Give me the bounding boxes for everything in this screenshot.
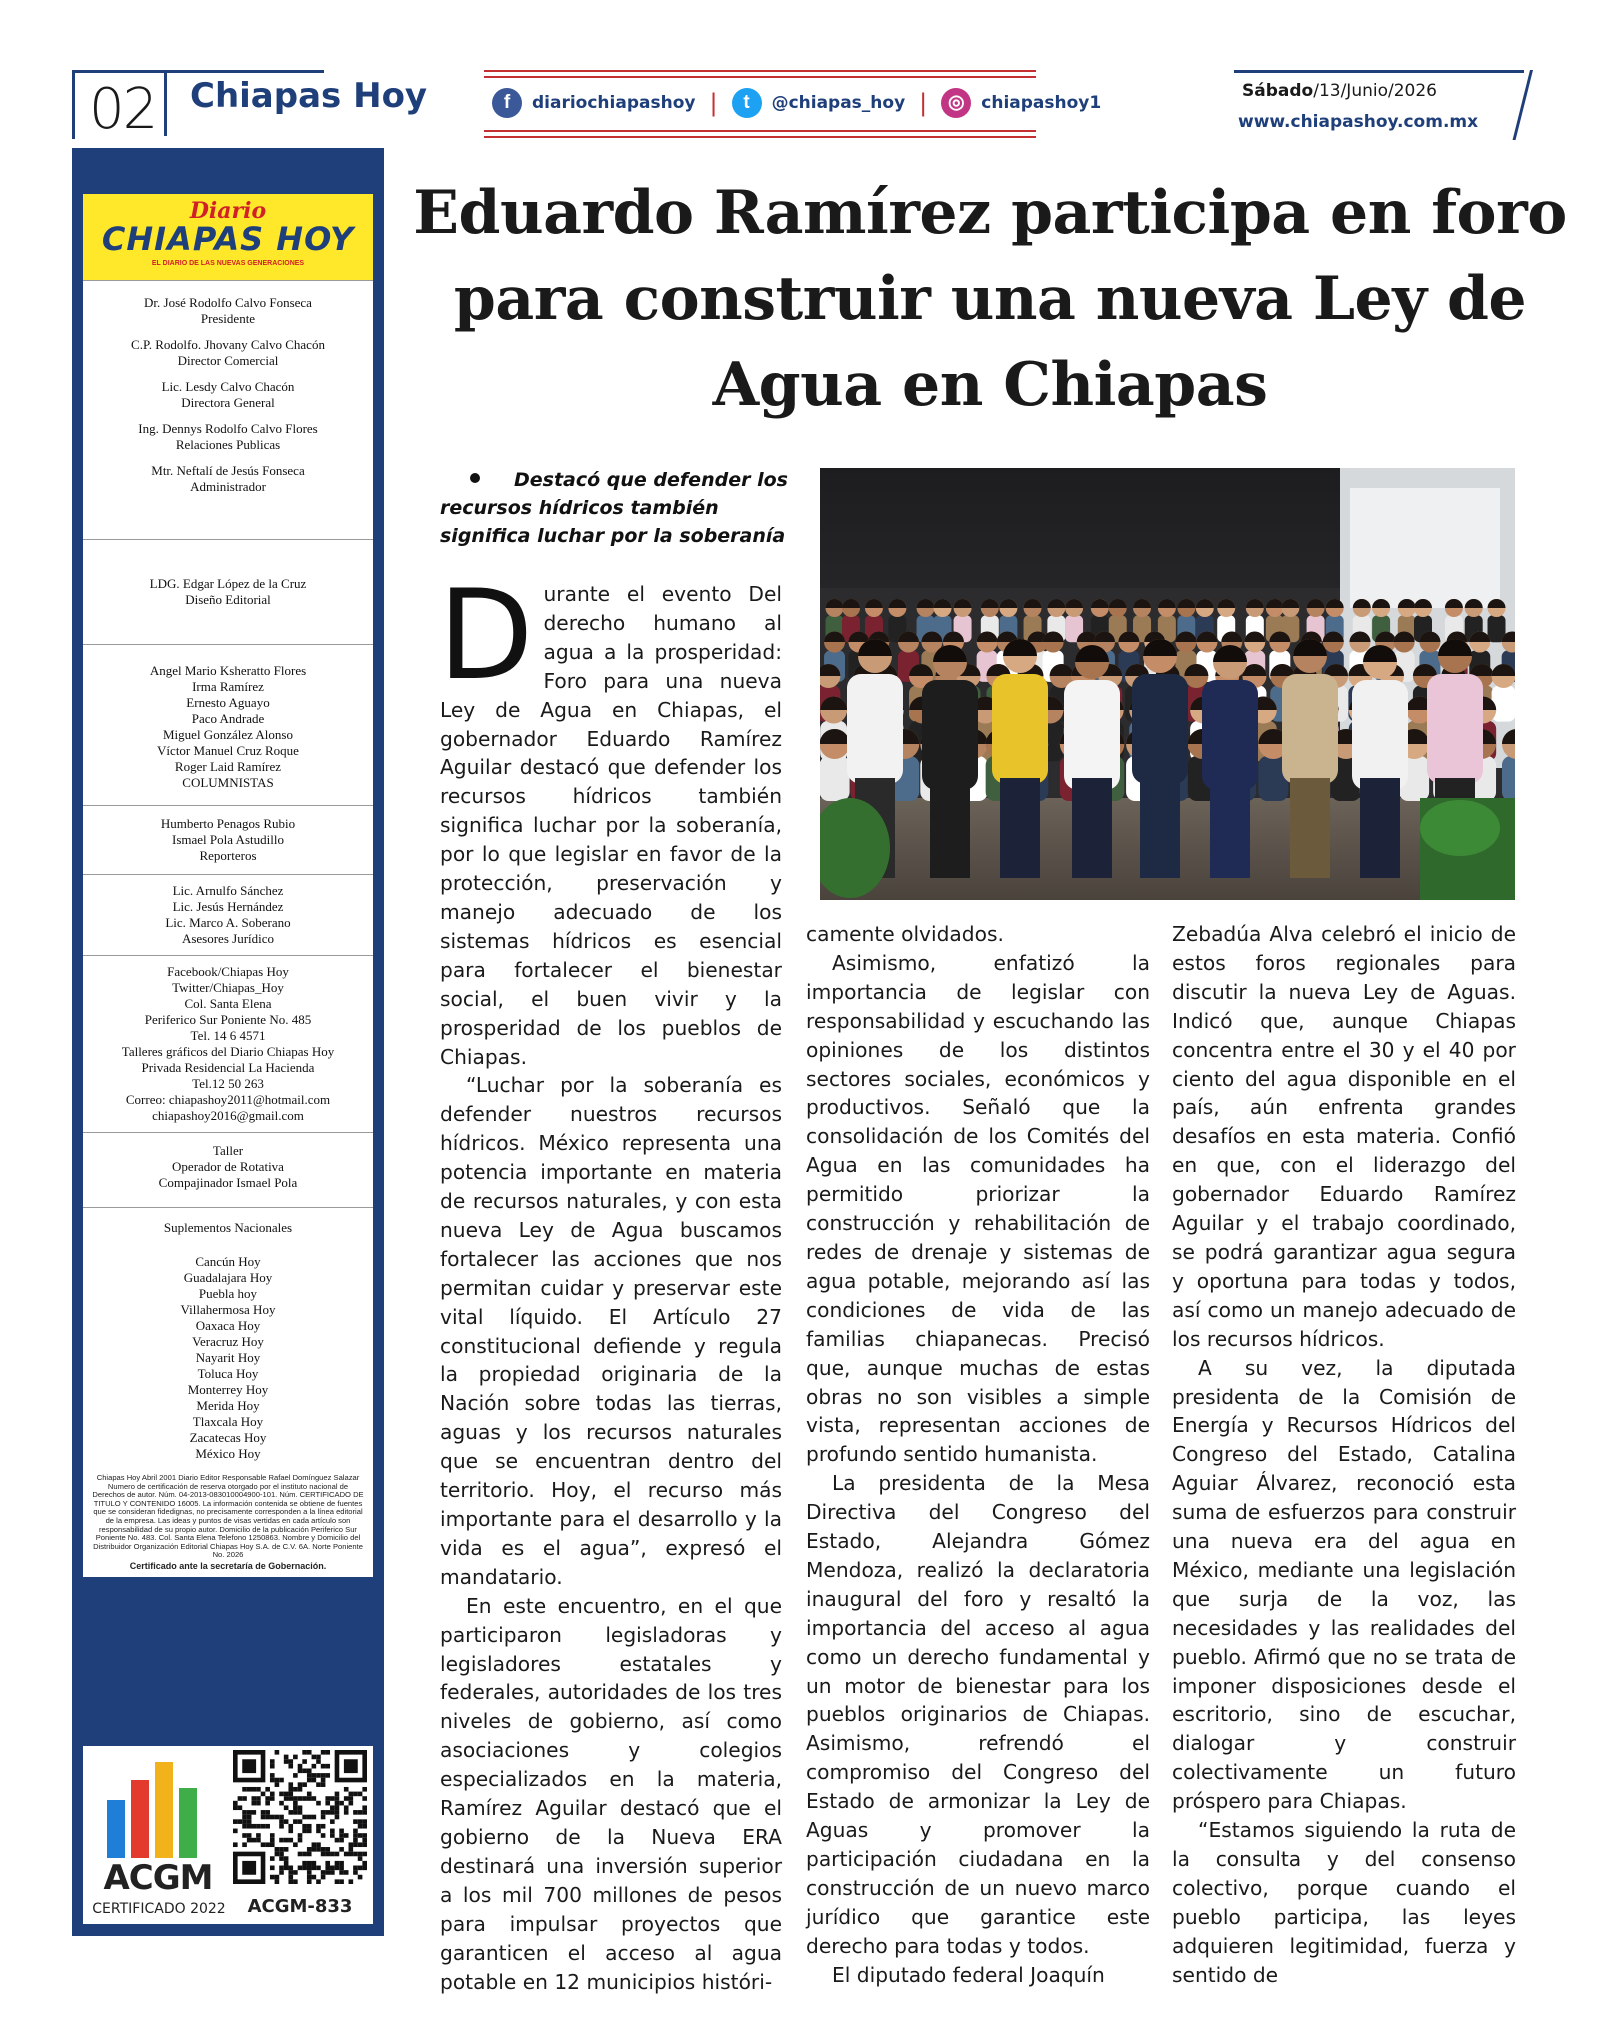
reporters-item: Reporteros [199, 848, 257, 863]
social-links-bar [484, 70, 1102, 138]
columnists-item: Irma Ramírez [192, 679, 264, 694]
social-divider: | [709, 89, 718, 117]
acgm-logo [105, 1760, 203, 1860]
staff-entry: Mtr. Neftalí de Jesús Fonseca Administrador [151, 463, 305, 494]
article-column-2 [806, 920, 1150, 1990]
workshop-item: Taller [212, 1143, 244, 1158]
contact-item: Tel.12 50 263 [192, 1076, 264, 1091]
supplements-item: Veracruz Hoy [192, 1334, 264, 1349]
supplements-item: Puebla hoy [198, 1286, 258, 1301]
social-divider: | [919, 89, 928, 117]
article-paragraph: urante el evento Del derecho humano al agua a la prosperidad: Foro para una nueva Ley de Agua en Chiapas, el gobernador Eduardo Ramírez Aguilar destacó que defender los recursos hídricos también significa luchar por la soberanía, por lo que legislar en favor de la protección, preservación y manejo adecuado de los sistemas hídricos es esencial para fortalecer el bienestar social, el buen vivir y la prosperidad de los pueblos de Chiapas. [440, 582, 782, 1069]
columnists-item: Roger Laid Ramírez [174, 759, 282, 774]
columnists-item: Angel Mario Ksheratto Flores [149, 663, 307, 678]
logo-tagline: EL DIARIO DE LAS NUEVAS GENERACIONES [151, 260, 305, 267]
supplements-item: Guadalajara Hoy [183, 1270, 273, 1285]
article-paragraph: A su vez, la diputada presidenta de la Comisión de Energía y Recursos Hídricos del Congreso del Estado, Catalina Aguiar Álvarez, reconoció esta suma de esfuerzos para construir una nueva era del agua en México, mediante una legislación que surja de la voz, las necesidades y las realidades del pueblo. Afirmó que no se trata de imponer disposiciones desde el escritorio, sino de escuchar, dialogar y construir colectivamente un futuro próspero para Chiapas. [1172, 1355, 1516, 1814]
contact-item: Privada Residencial La Hacienda [141, 1060, 315, 1075]
qr-code-label: ACGM-833 [247, 1896, 353, 1917]
reporters-item: Humberto Penagos Rubio [160, 816, 296, 831]
supplements-item: Villahermosa Hoy [180, 1302, 276, 1317]
logo-diario: Diario [189, 198, 267, 224]
workshop-item: Compajinador Ismael Pola [158, 1175, 298, 1190]
social-handle[interactable]: chiapashoy1 [981, 93, 1102, 113]
columnists-item: Víctor Manuel Cruz Roque [157, 743, 299, 758]
article-paragraph: El diputado federal Joaquín [832, 1962, 1105, 1987]
instagram-icon[interactable]: ◎ [941, 88, 971, 118]
contact-item: Tel. 14 6 4571 [190, 1028, 266, 1043]
article-paragraph: “Luchar por la soberanía es defender nuestros recursos hídricos. México representa una potencia importante en materia de recursos naturales, y con esta nueva Ley de Agua buscamos fortalecer las acciones que nos permitan cuidar y preservar este vital líquido. El Artículo 27 constitucional defiende y regula la propiedad originaria de la Nación sobre todas las tierras, aguas y los recursos naturales que se encuentran dentro del territorio. Hoy, el recurso más importante para el desarrollo y la vida es el agua”, expresó el mandatario. [440, 1073, 782, 1589]
acgm-label: ACGM [103, 1858, 213, 1898]
website-link[interactable]: www.chiapashoy.com.mx [1238, 112, 1479, 132]
staff-reporters [83, 806, 373, 875]
facebook-icon[interactable]: f [492, 88, 522, 118]
article-paragraph: La presidenta de la Mesa Directiva del Congreso del Estado, Alejandra Gómez Mendoza, realizó la declaratoria inaugural del foro y resaltó la importancia del acceso al agua como un derecho fundamental y un motor de bienestar para los pueblos originarios de Chiapas. Asimismo, refrendó el compromiso del Congreso del Estado de armonizar la Ley de Aguas y promover la participación ciudadana en la construcción de un nuevo marco jurídico que garantice este derecho para todas y todos. [806, 1471, 1150, 1958]
section-rule [164, 70, 324, 73]
staff-contact [83, 956, 373, 1133]
reporters-item: Ismael Pola Astudillo [172, 832, 284, 847]
supplements-list: Suplementos Nacionales Cancún Hoy Guadalajara Hoy Puebla hoy Villahermosa Hoy Oaxaca Hoy Veracruz Hoy Nayarit Hoy Toluca Hoy Monterrey Hoy Merida Hoy Tlaxcala Hoy Zacatecas Hoy México Hoy [83, 1208, 373, 1468]
supplements-item: Cancún Hoy [195, 1254, 261, 1269]
section-title: Chiapas Hoy [190, 76, 428, 116]
newspaper-logo [83, 194, 373, 281]
dropcap: D [438, 564, 534, 708]
supplements-item: Monterrey Hoy [187, 1382, 269, 1397]
staff-columnists [83, 645, 373, 806]
contact-item: Twitter/Chiapas_Hoy [172, 980, 284, 995]
article-paragraph: En este encuentro, en el que participaron legisladoras y legisladores estatales y federales, autoridades de los tres niveles de gobierno, así como asociaciones y colegios especializados en la materia, Ramírez Aguilar destacó que el gobierno de la Nueva ERA destinará una inversión superior a los mil 700 millones de pesos para impulsar proyectos que garanticen el acceso al agua potable en 12 municipios históri- [440, 1593, 782, 1994]
staff-entry: Dr. José Rodolfo Calvo Fonseca Presidente [144, 295, 312, 326]
acgm-cert-year: CERTIFICADO 2022 [92, 1901, 226, 1917]
social-handle[interactable]: @chiapas_hoy [771, 93, 906, 113]
legal-advisors-item: Lic. Marco A. Soberano [165, 915, 291, 930]
staff-directors [83, 281, 373, 540]
staff-design: LDG. Edgar López de la Cruz Diseño Editorial [83, 540, 373, 645]
article-paragraph: Zebadúa Alva celebró el inicio de estos foros regionales para discutir la nueva Ley de Aguas. Indicó que, aunque Chiapas concentra entre el 30 y el 40 por ciento del agua disponible en el país, aún enfrenta grandes desafíos en esta materia. Confió en que, con el liderazgo del gobernador Eduardo Ramírez Aguilar y el trabajo coordinado, se podrá garantizar agua segura y oportuna para todas y todos, así como un manejo adecuado de los recursos hídricos. [1172, 922, 1516, 1351]
columnists-item: Miguel González Alonso [163, 727, 293, 742]
staff-workshop [83, 1133, 373, 1208]
bullet-icon [470, 473, 480, 483]
article-column-3 [1172, 920, 1516, 1990]
contact-item: chiapashoy2016@gmail.com [152, 1108, 304, 1123]
columnists-item: COLUMNISTAS [182, 775, 274, 790]
supplements-item: México Hoy [195, 1446, 261, 1461]
staff-entry: Ing. Dennys Rodolfo Calvo Flores Relaciones Publicas [138, 421, 318, 452]
date-box [1234, 70, 1534, 138]
masthead-sidebar [72, 148, 384, 1936]
staff-entry: C.P. Rodolfo. Jhovany Calvo Chacón Director Comercial [131, 337, 325, 368]
supplements-item: Nayarit Hoy [195, 1350, 261, 1365]
contact-item: Talleres gráficos del Diario Chiapas Hoy [121, 1044, 335, 1059]
supplements-item: Oaxaca Hoy [195, 1318, 261, 1333]
social-handle[interactable]: diariochiapashoy [532, 93, 696, 113]
article-column-1 [438, 564, 782, 1996]
staff-entry: Lic. Lesdy Calvo Chacón Directora General [161, 379, 295, 410]
contact-item: Facebook/Chiapas Hoy [167, 964, 289, 979]
contact-item: Col. Santa Elena [184, 996, 272, 1011]
article-photo [820, 468, 1515, 900]
staff-legal-advisors [83, 875, 373, 956]
contact-item: Correo: chiapashoy2011@hotmail.com [125, 1092, 331, 1107]
legal-notice: Chiapas Hoy Abril 2001 Diario Editor Responsable Rafael Domínguez Salazar Numero de certificación de reserva otorgado por el instituto nacional de Derechos de autor. Núm. 04-2013-083010004900-101. Núm. CERTIFICADO DE TITULO Y CONTENIDO 16005. La información contenida se obtiene de fuentes que se consideran fidedignas, no precisamente corresponden a la línea editorial de la empresa. Las ideas y puntos de visas vertidas en cada artículo son responsabilidad de su propio autor. Domicilio de la publicación Periferico Sur Poniente No. 483. Col. Santa Elena Telefono 1250863. Nombre y Domicilio del Distribuidor Organización Editorial Chiapas Hoy S.A. de C.V. 6A. Norte Poniente No. 2026 Certificado ante la secretaría de Gobernación. [92, 1473, 364, 1571]
legal-advisors-item: Lic. Jesús Hernández [172, 899, 284, 914]
legal-advisors-item: Lic. Arnulfo Sánchez [172, 883, 284, 898]
logo-name: CHIAPAS HOY [101, 220, 355, 258]
page-number: 02 [89, 77, 157, 142]
supplements-item: Zacatecas Hoy [189, 1430, 267, 1445]
article-headline: Eduardo Ramírez participa en foro para construir una nueva Ley de Agua en Chiapas [413, 178, 1567, 420]
supplements-item: Merida Hoy [196, 1398, 260, 1413]
issue-date: Sábado/13/Junio/2026 [1242, 81, 1437, 101]
workshop-item: Operador de Rotativa [172, 1159, 284, 1174]
article-paragraph: “Estamos siguiendo la ruta de la consulta y del consenso colectivo, porque cuando el pueblo participa, las leyes adquieren legitimidad, fuerza y sentido de [1172, 1818, 1516, 1987]
article-paragraph: camente olvidados. [806, 922, 1004, 946]
qr-code[interactable] [233, 1750, 367, 1884]
columnists-item: Ernesto Aguayo [186, 695, 270, 710]
acgm-certificate [83, 1746, 373, 1924]
columnists-item: Paco Andrade [191, 711, 265, 726]
supplements-item: Tlaxcala Hoy [192, 1414, 264, 1429]
article-lead: Destacó que defender los recursos hídricos también significa luchar por la soberanía [440, 469, 788, 547]
article-paragraph: Asimismo, enfatizó la importancia de legislar con responsabilidad y escuchando las opiniones de los distintos sectores sociales, económicos y productivos. Señaló que la consolidación de los Comités del Agua en las comunidades ha permitido priorizar la construcción y rehabilitación de redes de drenaje y sistemas de agua potable, mejorando así las condiciones de vida de las familias chiapanecas. Precisó que, aunque muchas de estas obras no son visibles a simple vista, representan acciones de profundo sentido humanista. [806, 950, 1150, 1467]
page-number-divider [164, 70, 167, 136]
twitter-icon[interactable]: t [732, 88, 762, 118]
legal-advisors-item: Asesores Jurídico [181, 931, 275, 946]
supplements-item: Toluca Hoy [197, 1366, 259, 1381]
contact-item: Periferico Sur Poniente No. 485 [144, 1012, 312, 1027]
page-number-box [72, 70, 167, 142]
